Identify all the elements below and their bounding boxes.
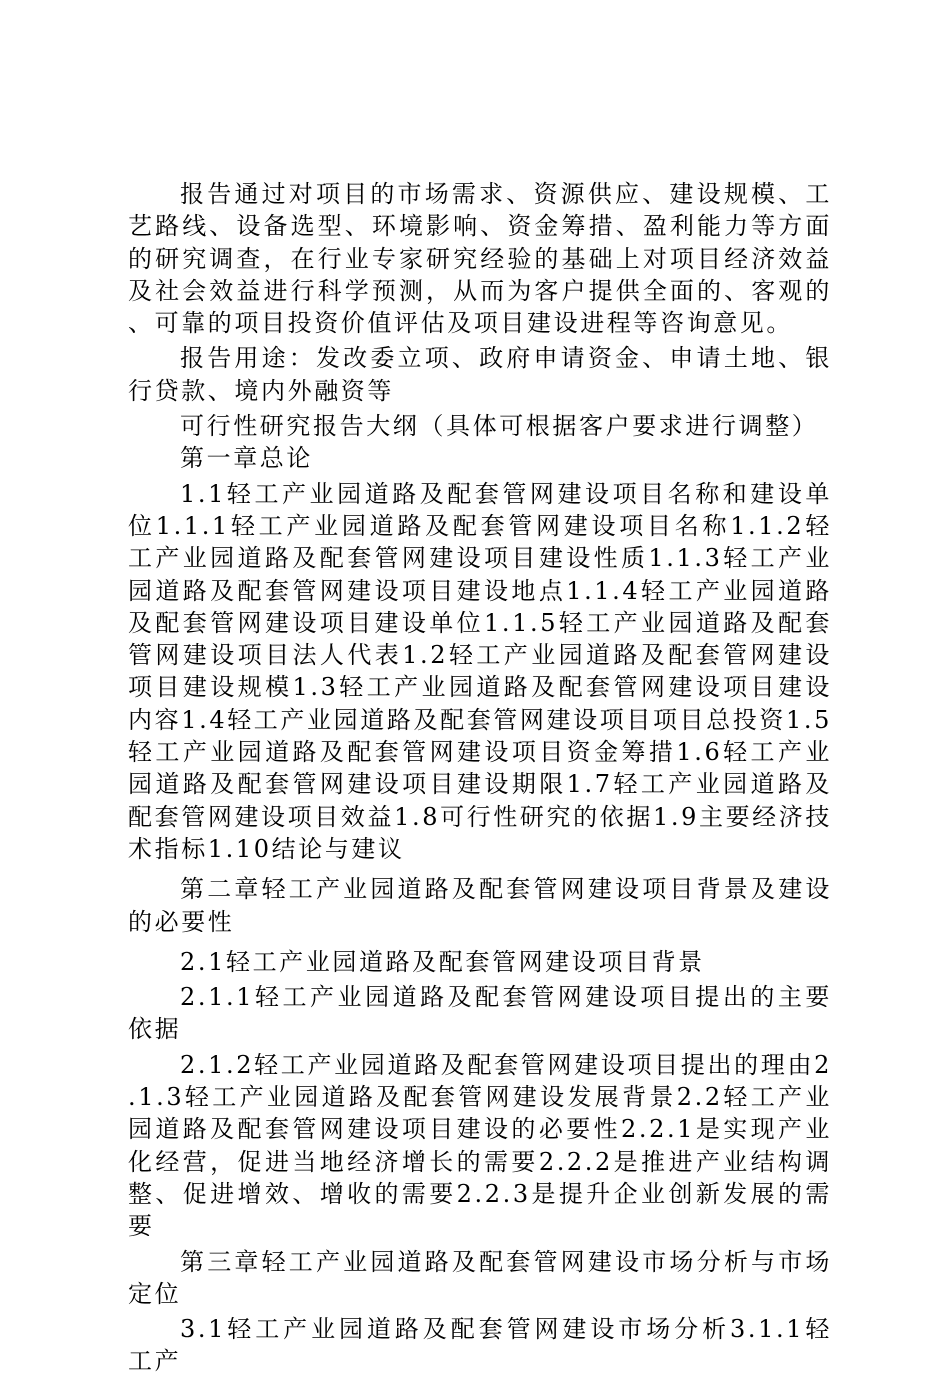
intro-paragraph: 报告通过对项目的市场需求、资源供应、建设规模、工艺路线、设备选型、环境影响、资金筹措、盈利能力等方面的研究调查，在行业专家研究经验的基础上对项目经济效益及社会效益进行科学预测，从而为客户提供全面的、客观的、可靠的项目投资价值评估及项目建设进程等咨询意见。 — [128, 180, 832, 338]
section-2-1-heading: 2.1轻工产业园道路及配套管网建设项目背景 — [180, 947, 705, 976]
chapter-3-heading: 第三章轻工产业园道路及配套管网建设市场分析与市场定位 — [128, 1247, 832, 1308]
section-3-1-paragraph: 3.1轻工产业园道路及配套管网建设市场分析3.1.1轻工产 — [128, 1315, 832, 1376]
section-2-1-2-paragraph: 2.1.2轻工产业园道路及配套管网建设项目提出的理由2.1.3轻工产业园道路及配套管网建设发展背景2.2轻工产业园道路及配套管网建设项目建设的必要性2.2.1是实现产业化经营，促进当地经济增长的需要2.2.2是推进产业结构调整、促进增效、增收的需要2.2.3是提升企业创新发展的需要 — [128, 1050, 832, 1241]
outline-heading: 可行性研究报告大纲（具体可根据客户要求进行调整） — [180, 412, 819, 441]
chapter-2-heading: 第二章轻工产业园道路及配套管网建设项目背景及建设的必要性 — [128, 875, 832, 936]
chapter-1-sections: 1.1轻工产业园道路及配套管网建设项目名称和建设单位1.1.1轻工产业园道路及配套管网建设项目名称1.1.2轻工产业园道路及配套管网建设项目建设性质1.1.3轻工产业园道路及配套管网建设项目建设地点1.1.4轻工产业园道路及配套管网建设项目建设单位1.1.5轻工产业园道路及配套管网建设项目法人代表1.2轻工产业园道路及配套管网建设项目建设规模1.3轻工产业园道路及配套管网建设项目建设内容1.4轻工产业园道路及配套管网建设项目项目总投资1.5轻工产业园道路及配套管网建设项目资金筹措1.6轻工产业园道路及配套管网建设项目建设期限1.7轻工产业园道路及配套管网建设项目效益1.8可行性研究的依据1.9主要经济技术指标1.10结论与建议 — [128, 479, 832, 863]
document-body — [128, 178, 832, 1378]
report-purpose-paragraph: 报告用途：发改委立项、政府申请资金、申请土地、银行贷款、境内外融资等 — [128, 344, 832, 405]
section-2-1-1-paragraph: 2.1.1轻工产业园道路及配套管网建设项目提出的主要依据 — [128, 983, 832, 1044]
chapter-1-heading: 第一章总论 — [180, 444, 313, 473]
